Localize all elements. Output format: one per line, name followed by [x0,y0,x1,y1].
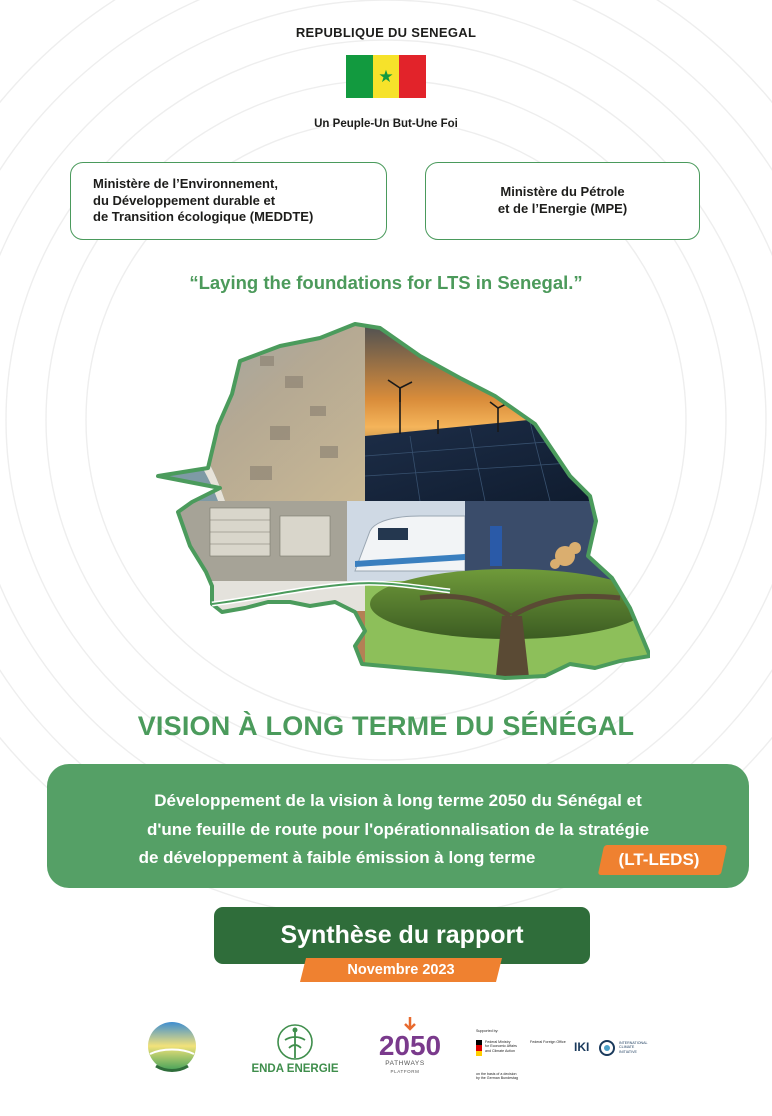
bmwk-supported: Supported by: [476,1029,499,1033]
iki-circle-icon [598,1039,616,1057]
senegal-emblem-logo [146,1020,198,1076]
bmwk-line: Federal Ministry [485,1040,511,1044]
iki-line: CLIMATE [619,1045,635,1050]
description-line: de développement à faible émission à long terme [138,848,536,867]
description-line: Développement de la vision à long terme 2050 du Sénégal et [154,791,642,810]
platform-line: PLATFORM [390,1069,420,1074]
ministry-line: du Développement durable et [93,192,276,208]
main-title: VISION À LONG TERME DU SÉNÉGAL [137,711,635,741]
iki-line: INTERNATIONAL [619,1041,648,1045]
quote: “Laying the foundations for LTS in Senegal.” [189,272,583,293]
ministry-line: et de l’Energie (MPE) [497,201,628,216]
iki-line: INITIATIVE [619,1049,637,1054]
pathways-label [365,1060,445,1076]
ministry-environment-box [70,162,387,240]
2050-pathways-logo [378,1015,442,1061]
bundestag-note [476,1072,518,1081]
iki-name [619,1041,648,1054]
ministry-line: de Transition écologique (MEDDTE) [93,209,314,225]
report-title-banner: Synthèse du rapport [214,907,590,964]
federal-foreign-office: Federal Foreign Office [530,1040,566,1044]
lt-leds-tag: (LT-LEDS) [618,850,700,869]
flag-green-band [346,55,373,98]
bmwk-line: for Economic Affairs [485,1044,517,1049]
iki-label: IKI [574,1040,590,1054]
senegal-map-collage [150,316,650,686]
ministry-line: Ministère du Pétrole [500,184,625,200]
star-icon: ★ [378,67,394,86]
flag-red-band [399,55,426,98]
bundestag-line: on the basis of a decision [476,1072,517,1076]
date-label: Novembre 2023 [347,962,455,978]
bmwk-name [485,1040,517,1053]
description-line: d'une feuille de route pour l'opérationnalisation de la stratégie [146,819,650,839]
national-motto: Un Peuple-Un But-Une Foi [314,118,458,130]
ministry-energy-box [425,162,700,240]
pathways-number: 2050 [378,1030,442,1061]
flag-yellow-band [373,55,400,98]
german-eagle-icon [476,1040,482,1056]
republic-title: REPUBLIQUE DU SENEGAL [295,25,477,40]
ministry-line: Ministère de l’Environnement, [93,175,278,191]
pathways-line: PATHWAYS [385,1060,425,1067]
bmwk-line: and Climate Action [485,1048,515,1053]
senegal-flag [346,55,426,98]
enda-energie-label: ENDA ENERGIE [251,1063,339,1075]
bundestag-line: by the German Bundestag [476,1076,518,1081]
tractor [269,604,332,662]
enda-energie-logo [273,1022,317,1062]
